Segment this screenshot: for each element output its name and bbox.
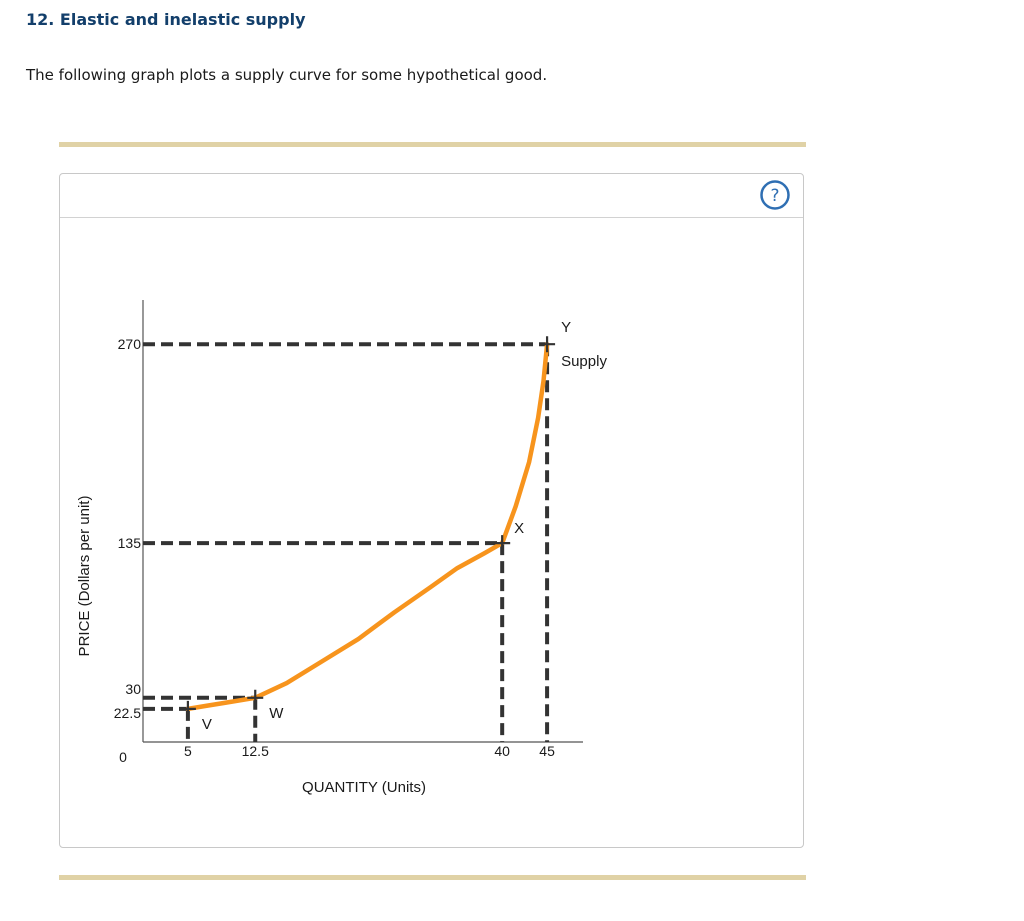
supply-curve [188, 344, 547, 709]
question-heading: 12. Elastic and inelastic supply [26, 10, 306, 29]
x-tick-label: 45 [539, 743, 555, 759]
help-glyph: ? [770, 186, 780, 206]
point-label: Y [561, 319, 572, 337]
x-tick-label: 5 [183, 743, 192, 759]
supply-curve-label: Supply [561, 353, 607, 371]
point-label: X [514, 520, 525, 538]
x-axis-title: QUANTITY (Units) [302, 779, 426, 796]
y-tick-label: 30 [125, 680, 141, 697]
y-tick-label: 270 [117, 336, 141, 353]
question-intro: The following graph plots a supply curve for some hypothetical good. [26, 66, 548, 84]
origin-label: 0 [119, 749, 127, 765]
y-tick-label: 22.5 [113, 704, 141, 721]
y-axis-title: PRICE (Dollars per unit) [76, 495, 93, 657]
x-tick-label: 40 [494, 743, 510, 759]
x-tick-label: 12.5 [241, 743, 269, 759]
point-marker [247, 690, 263, 706]
point-label: W [269, 704, 284, 722]
point-label: V [201, 715, 212, 733]
point-marker [180, 701, 196, 717]
y-tick-label: 135 [117, 535, 141, 552]
point-marker [539, 336, 555, 352]
